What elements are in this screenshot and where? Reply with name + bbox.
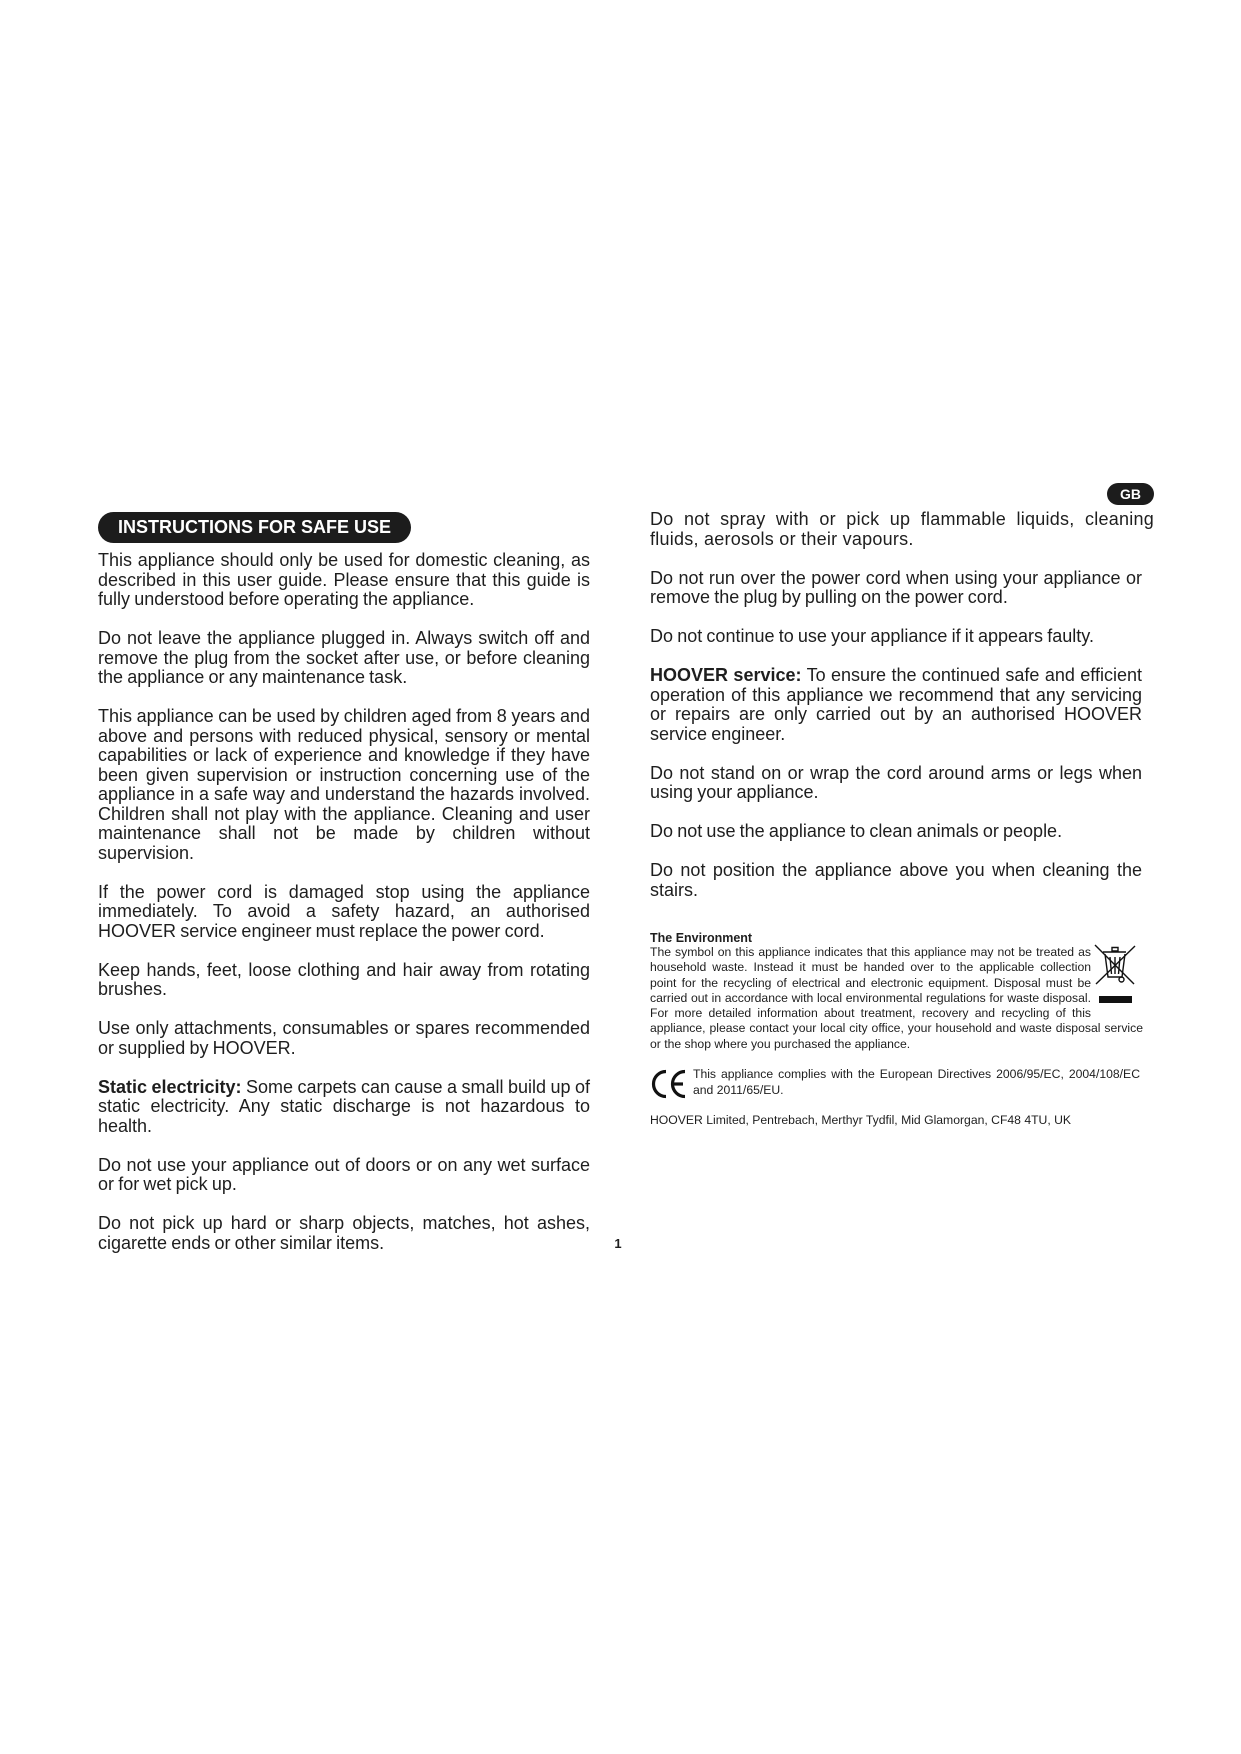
- instruction-unplug: Do not leave the appliance plugged in. Always switch off and remove the plug from the socket after use, or before cleaning the appliance or any maintenance task.: [98, 628, 590, 687]
- instruction-hard-objects: Do not pick up hard or sharp objects, matches, hot ashes, cigarette ends or other similar items.: [98, 1213, 590, 1253]
- instruction-outdoors-wet: Do not use your appliance out of doors or on any wet surface or for wet pick up.: [98, 1154, 590, 1194]
- instruction-domestic-use: This appliance should only be used for domestic cleaning, as described in this user guide. Please ensure that this guide is fully understood before operating the appliance.: [98, 550, 590, 609]
- instruction-static-electricity: [98, 1078, 590, 1137]
- environment-text: The symbol on this appliance indicates that this appliance may not be treated as household waste. Instead it must be handed over to the applicable collection point for the recycling of electrical and electronic equipment. Disposal must be carried out in accordance with local environmental regulations for waste disposal. For more detailed information about treatment, recovery and recycling of this appliance, please contact your local city office, your household and waste disposal service or the shop where you purchased the appliance.: [650, 945, 1143, 1051]
- right-column: [650, 509, 1154, 920]
- environment-heading: The Environment: [650, 931, 753, 945]
- instruction-flammable-liquids: Do not spray with or pick up flammable liquids, cleaning fluids, aerosols or their vapours.: [650, 509, 1154, 549]
- crossed-out-wheelie-bin-icon: [1093, 942, 1137, 986]
- manufacturer-address: HOOVER Limited, Pentrebach, Merthyr Tydfil, Mid Glamorgan, CF48 4TU, UK: [650, 1113, 1072, 1127]
- static-electricity-heading: Static electricity:: [98, 1076, 242, 1097]
- instruction-attachments: Use only attachments, consumables or spares recommended or supplied by HOOVER.: [98, 1018, 590, 1058]
- weee-symbol: [1093, 945, 1143, 1021]
- compliance-statement: This appliance complies with the European Directives 2006/95/EC, 2004/108/EC and 2011/65/EU.: [693, 1067, 1140, 1097]
- section-title-label: [98, 512, 411, 543]
- ce-mark-icon: [650, 1068, 687, 1100]
- left-column: [98, 551, 590, 1273]
- hoover-service-text: To ensure the continued safe and efficient operation of this appliance we recommend that any servicing or repairs are only carried out by an authorised HOOVER service engineer.: [650, 665, 1142, 744]
- instruction-damaged-cord: If the power cord is damaged stop using the appliance immediately. To avoid a safety hazard, an authorised HOOVER service engineer must replace the power cord.: [98, 881, 590, 941]
- section-title-text: INSTRUCTIONS FOR SAFE USE: [118, 517, 392, 537]
- instruction-power-cord-run-over: Do not run over the power cord when using your appliance or remove the plug by pulling on the power cord.: [650, 567, 1142, 607]
- hoover-service-heading: HOOVER service:: [650, 665, 802, 685]
- instruction-hoover-service: [650, 666, 1142, 744]
- language-badge: GB: [1107, 483, 1154, 505]
- page-number: 1: [614, 1236, 622, 1251]
- instruction-children-supervision: This appliance can be used by children aged from 8 years and above and persons with reduced physical, sensory or mental capabilities or lack of experience and knowledge if they have been given supervision or instruction concerning use of the appliance in a safe way and understand the hazards involved. Children shall not play with the appliance. Cleaning and user maintenance shall not be made by children without supervision.: [98, 706, 590, 863]
- instruction-stairs: Do not position the appliance above you when cleaning the stairs.: [650, 860, 1142, 900]
- instruction-faulty-appliance: Do not continue to use your appliance if it appears faulty.: [650, 626, 1094, 646]
- instruction-cord-wrap: Do not stand on or wrap the cord around arms or legs when using your appliance.: [650, 762, 1142, 802]
- instruction-animals-people: Do not use the appliance to clean animals or people.: [650, 821, 1063, 841]
- instruction-rotating-brushes: Keep hands, feet, loose clothing and hair away from rotating brushes.: [98, 959, 590, 999]
- environment-notice: [650, 945, 1143, 1052]
- weee-bar: [1099, 996, 1132, 1003]
- static-electricity-text: Some carpets can cause a small build up of static electricity. Any static discharge is not hazardous to health.: [98, 1076, 591, 1136]
